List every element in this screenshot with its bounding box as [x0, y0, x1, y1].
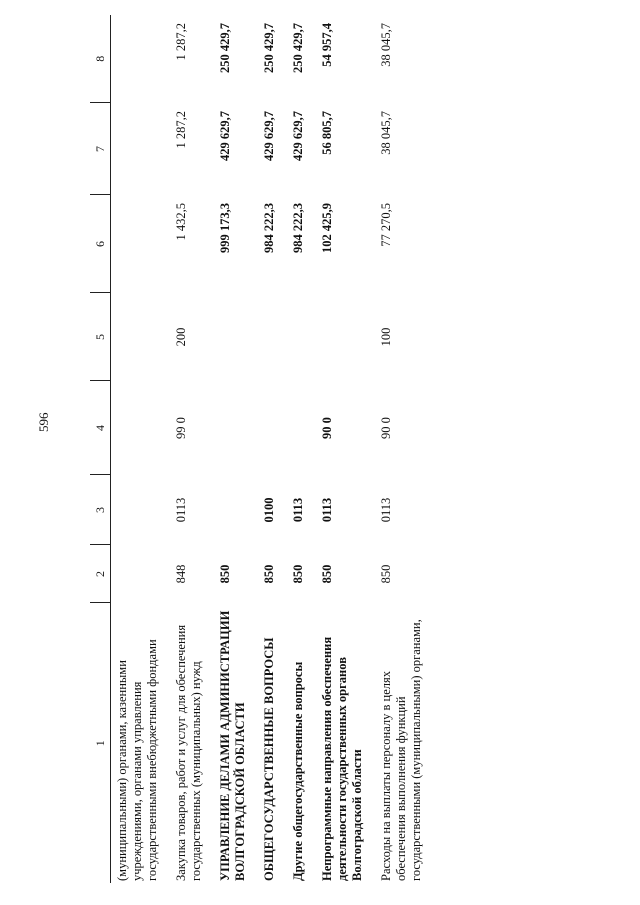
column-header: 1	[90, 603, 111, 883]
column-header: 5	[90, 293, 111, 381]
table-header-row	[90, 15, 111, 883]
section-code	[111, 475, 167, 545]
row-label: Другие общегосударственные вопросы	[291, 661, 305, 881]
amount-year-1: 77 270,5	[379, 203, 393, 247]
amount-year-2: 38 045,7	[379, 111, 393, 155]
row-label: УПРАВЛЕНИЕ ДЕЛАМИ АДМИНИСТРАЦИИ ВОЛГОГРАДСКОЙ ОБЛАСТИ	[218, 610, 247, 881]
column-header: 7	[90, 103, 111, 195]
target-article	[111, 381, 167, 475]
expense-type	[210, 293, 254, 381]
amount-year-1: 1 432,5	[174, 203, 188, 241]
ministry-code: 850	[218, 564, 232, 584]
column-header: 3	[90, 475, 111, 545]
expense-type	[312, 293, 371, 381]
column-header: 4	[90, 381, 111, 475]
amount-year-1: 999 173,3	[218, 203, 232, 253]
amount-year-2	[111, 103, 167, 195]
expense-type	[111, 293, 167, 381]
amount-year-3: 250 429,7	[291, 23, 305, 73]
section-code	[210, 475, 254, 545]
amount-year-2: 56 805,7	[320, 111, 334, 155]
amount-year-2: 429 629,7	[291, 111, 305, 161]
amount-year-3	[111, 15, 167, 103]
amount-year-3: 38 045,7	[379, 23, 393, 67]
budget-table-rotated	[90, 15, 620, 883]
target-article: 99 0	[174, 417, 188, 439]
amount-year-2: 429 629,7	[218, 111, 232, 161]
budget-table	[90, 15, 430, 883]
target-article	[283, 381, 312, 475]
amount-year-1	[111, 195, 167, 293]
table-row	[111, 15, 167, 883]
amount-year-1: 102 425,9	[320, 203, 334, 253]
table-row	[166, 15, 210, 883]
table-row	[210, 15, 254, 883]
section-code: 0113	[174, 497, 188, 523]
section-code: 0113	[291, 497, 305, 523]
expense-type: 100	[379, 327, 393, 347]
amount-year-1: 984 222,3	[291, 203, 305, 253]
ministry-code: 850	[320, 564, 334, 584]
amount-year-3: 250 429,7	[262, 23, 276, 73]
table-row	[312, 15, 371, 883]
page-number: 596	[36, 412, 51, 432]
amount-year-3: 54 957,4	[320, 23, 334, 67]
expense-type	[283, 293, 312, 381]
expense-type: 200	[174, 327, 188, 347]
ministry-code	[111, 545, 167, 603]
row-label: Непрограммные направления обеспечения деятельности государственных органов Волгоградской области	[320, 636, 364, 881]
section-code: 0100	[262, 497, 276, 523]
section-code: 0113	[379, 497, 393, 523]
ministry-code: 850	[379, 564, 393, 584]
row-label: ОБЩЕГОСУДАРСТВЕННЫЕ ВОПРОСЫ	[262, 637, 276, 881]
section-code: 0113	[320, 497, 334, 523]
ministry-code: 848	[174, 564, 188, 584]
ministry-code: 850	[291, 564, 305, 584]
amount-year-1: 984 222,3	[262, 203, 276, 253]
column-header: 2	[90, 545, 111, 603]
amount-year-3: 1 287,2	[174, 23, 188, 61]
row-label: Расходы на выплаты персоналу в целях обеспечения выполнения функций государственными (муниципальными) органами,	[379, 619, 423, 881]
ministry-code: 850	[262, 564, 276, 584]
amount-year-3: 250 429,7	[218, 23, 232, 73]
column-header: 6	[90, 195, 111, 293]
row-label: Закупка товаров, работ и услуг для обеспечения государственных (муниципальных) нужд	[174, 624, 203, 881]
target-article	[210, 381, 254, 475]
row-label: (муниципальными) органами, казенными учреждениями, органами управления государственными внебюджетными фондами	[115, 639, 159, 881]
target-article	[254, 381, 283, 475]
target-article: 90 0	[320, 417, 334, 439]
table-row	[254, 15, 283, 883]
expense-type	[254, 293, 283, 381]
table-row	[371, 15, 430, 883]
target-article: 90 0	[379, 417, 393, 439]
table-row	[283, 15, 312, 883]
amount-year-2: 429 629,7	[262, 111, 276, 161]
table-body	[111, 15, 431, 883]
amount-year-2: 1 287,2	[174, 111, 188, 149]
column-header: 8	[90, 15, 111, 103]
